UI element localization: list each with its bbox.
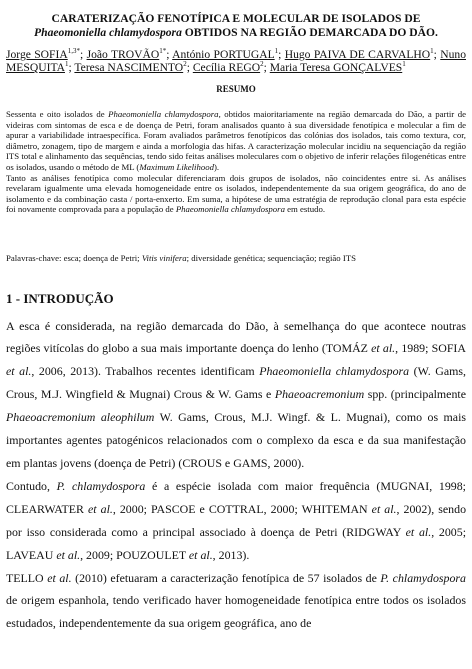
body-paragraph: A esca é considerada, na região demarcada do Dão, à semelhança do que acontece noutras regiões vitícolas do globo a sua mais importante doença do lenho (TOMÁZ et al., 1989; SOFIA et al., 2006, 2013). Trabalhos recentes identificam Phaeomoniella chlamydospora (W. Gams, Crous, M.J. Wingfield & Mugnai) Crous & W. Gams e Phaeoacremonium spp. (principalmente Phaeoacremonium aleophilum W. Gams, Crous, M.J. Wingf. & L. Mugnai), como os mais importantes agentes patogénicos relacionados com o complexo da esca e da sua manifestação em plantas jovens (doença de Petri) (CROUS e GAMS, 2000). — [6, 318, 467, 470]
abstract-heading: RESUMO — [216, 84, 256, 94]
title-line-2: OBTIDOS NA REGIÃO DEMARCADA DO DÃO. — [181, 26, 438, 39]
paper-title — [6, 12, 466, 40]
introduction-body — [6, 315, 466, 636]
author: Cecília REGO$^2$; — [192, 60, 270, 74]
title-species: Phaeomoniella chlamydospora — [34, 26, 182, 39]
author: Nuno MESQUITA$^1$; — [6, 48, 466, 74]
paper-page — [6, 12, 466, 635]
author: António PORTUGAL$^1$; — [172, 47, 285, 61]
abstract-paragraph: Tanto as análises fenotípica como molecular diferenciaram dois grupos de isolados, não coincidentes entre si. As análises revelaram igualmente uma elevada homogeneidade entre os isolados, independentemente da sua origem geográfica, do ano de isolamento e da combinação casta / porta-enxerto. Em suma, a hipótese de uma estratégia de reprodução clonal para esta espécie foi novamente comprovada para a população de Phaeomoniella chlamydospora em estudo. — [6, 172, 466, 215]
abstract — [6, 109, 466, 215]
author: Hugo PAIVA DE CARVALHO$^1$; — [284, 47, 441, 61]
author: Teresa NASCIMENTO$^2$; — [74, 60, 193, 74]
title-line-1: CARATERIZAÇÃO FENOTÍPICA E MOLECULAR DE ISOLADOS DE — [51, 12, 421, 25]
author: João $TROVÃO^{1*}$; — [86, 47, 173, 61]
keywords: Palavras-chave: esca; doença de Petri; Vitis vinifera; diversidade genética; sequenciação; região ITS — [6, 252, 356, 263]
author: Maria Teresa GONÇALVES$^1$ — [269, 60, 406, 74]
body-paragraph: Contudo, P. chlamydospora é a espécie isolada com maior frequência (MUGNAI, 1998; CLEARWATER et al., 2000; PASCOE e COTTRAL, 2000; WHITEMAN et al., 2002), sendo por isso considerada como a principal associado à doença de Petri (RIDGWAY et al., 2005; LAVEAU et al., 2009; POUZOULET et al., 2013). — [6, 478, 467, 562]
author-list — [6, 48, 466, 74]
author: Jorge $SOFIA^{1,3*}$; — [6, 47, 87, 61]
section-heading: 1 - INTRODUÇÃO — [6, 290, 114, 306]
abstract-paragraph: Sessenta e oito isolados de Phaeomoniella chlamydospora, obtidos maioritariamente na região demarcada do Dão, a partir de videiras com sintomas de esca e de doença de Petri, foram analisados quanto à sua diversidade fenotípica e molecular a fim de apurar a variabilidade intraespecífica. Foram avaliados parâmetros fenotípicos das colónias dos isolados, tais como textura, cor, diâmetro, zonagem, tipo de margem e ainda a morfologia das hifas. A caracterização molecular incidiu na sequenciação da região ITS total e alinhamento das sequências, tendo sido feitas análises moleculares com o objetivo de inferir relações filogenéticas entre os isolados, usando o método de ML (Maximum Likelihood). — [6, 109, 466, 172]
body-paragraph: TELLO et al. (2010) efetuaram a caracterização fenotípica de 57 isolados de P. chlamydospora de origem espanhola, tendo verificado haver homogeneidade fenotípica entre todos os isolados estudados, independentemente da sua origem geográfica, ano de — [6, 570, 466, 631]
